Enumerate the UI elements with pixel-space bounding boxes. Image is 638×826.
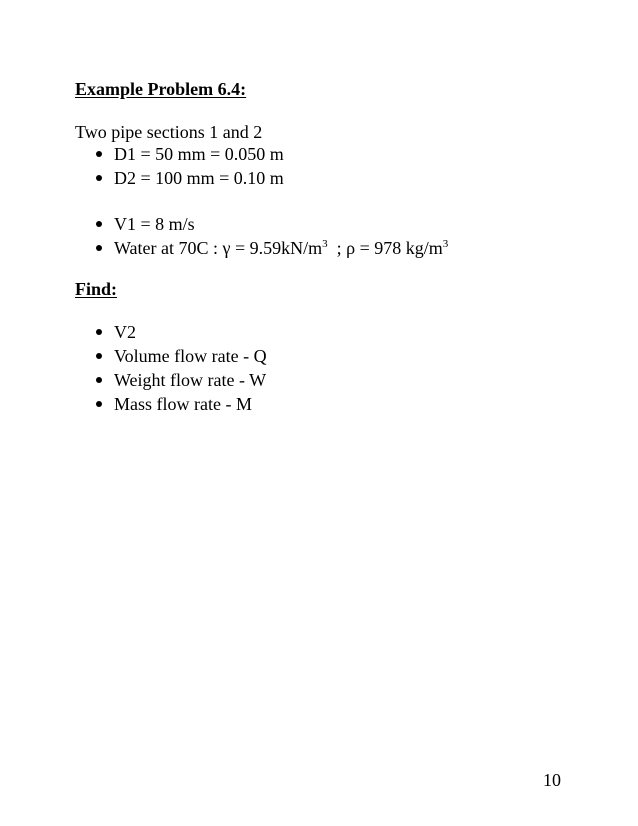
find-heading: Find: [75, 279, 118, 299]
bullet-icon [96, 245, 102, 251]
find-item: Weight flow rate - W [114, 370, 267, 390]
find-list [96, 320, 267, 416]
list-item [96, 320, 267, 344]
problem-heading: Example Problem 6.4: [75, 79, 247, 99]
list-item [96, 368, 267, 392]
find-item: Volume flow rate - Q [114, 346, 267, 366]
given-d2: D2 = 100 mm = 0.10 m [114, 168, 284, 188]
bullet-icon [96, 151, 102, 157]
water-text-prefix: Water at 70C : γ = 9.59kN/m [114, 238, 323, 258]
given-d1: D1 = 50 mm = 0.050 m [114, 144, 284, 164]
list-item [96, 142, 284, 166]
given-list-conditions [96, 212, 448, 260]
bullet-icon [96, 353, 102, 359]
page-number: 10 [543, 770, 561, 790]
list-item [96, 166, 284, 190]
exponent: 3 [322, 238, 328, 250]
problem-intro: Two pipe sections 1 and 2 [75, 122, 263, 142]
list-item [96, 344, 267, 368]
bullet-icon [96, 401, 102, 407]
find-item: Mass flow rate - M [114, 394, 252, 414]
bullet-icon [96, 377, 102, 383]
water-text-mid: ; ρ = 978 kg/m [327, 238, 443, 258]
exponent: 3 [442, 238, 449, 250]
bullet-icon [96, 175, 102, 181]
bullet-icon [96, 329, 102, 335]
given-v1: V1 = 8 m/s [114, 214, 195, 234]
given-list-diameters [96, 142, 284, 190]
given-water [114, 238, 448, 258]
bullet-icon [96, 221, 102, 227]
list-item [96, 236, 448, 260]
find-item: V2 [114, 322, 136, 342]
list-item [96, 212, 448, 236]
list-item [96, 392, 267, 416]
